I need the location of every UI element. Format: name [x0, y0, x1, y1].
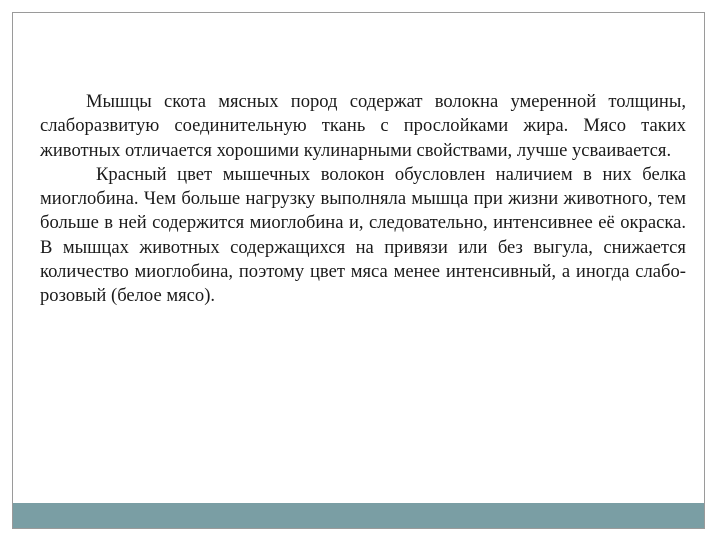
slide-text-block — [40, 90, 686, 309]
paragraph-meat-muscles: Мышцы скота мясных пород содержат волокна умеренной толщины, слаборазвитую соединительную ткань с прослойками жира. Мясо таких животных отличается хорошими кулинарными свойствами, лучше усваивается. — [40, 91, 686, 161]
paragraph-muscle-color: Красный цвет мышечных волокон обусловлен наличием в них белка миоглобина. Чем больше нагрузку выполняла мышца при жизни животного, тем больше в ней содержится миоглобина и, следовательно, интенсивнее её окраска. В мышцах животных содержащихся на привязи или без выгула, снижается количество миоглобина, поэтому цвет мяса менее интенсивный, а иногда слабо-розовый (белое мясо). — [40, 163, 686, 307]
slide-footer-bar — [13, 503, 704, 528]
